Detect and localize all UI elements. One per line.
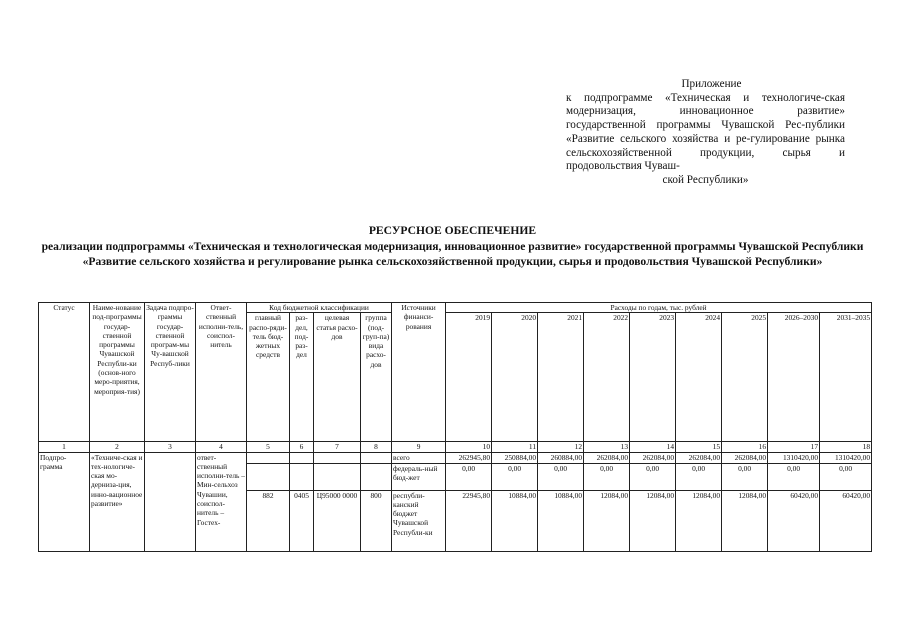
header-row-top [39, 303, 872, 313]
cell-code-group-empty [361, 463, 392, 490]
hdr-chief-admin: главный распо-ряди-тель бюд-жетных средств [247, 313, 290, 442]
col-number: 14 [630, 442, 676, 452]
hdr-status: Статус [39, 303, 90, 442]
cell-value: 250884,00 [492, 452, 538, 463]
cell-value: 60420,00 [768, 490, 820, 551]
col-number: 15 [676, 442, 722, 452]
col-number: 9 [392, 442, 446, 452]
cell-executor: ответ-ственный исполни-тель – Мин-сельхоз Чувашии, соиспол-нитель – Гостех- [196, 452, 247, 551]
hdr-year: 2023 [630, 313, 676, 442]
appendix-text: к подпрограмме «Техническая и технологиче-ская модернизация, инновационное развитие» государственной программы Чувашской Рес-публики «Развитие сельского хозяйства и ре-гулирование рынка сельскохозяйственной продукции, сырья и продовольствия Чуваш- [566, 91, 845, 173]
resource-table [38, 302, 872, 552]
hdr-expense-group: группа (под-груп-па) вида расхо-дов [361, 313, 392, 442]
cell-code-target-empty [314, 452, 361, 463]
hdr-section: раз-дел, под-раз-дел [290, 313, 314, 442]
cell-value: 262084,00 [584, 452, 630, 463]
cell-status: Подпро-грамма [39, 452, 90, 551]
cell-value: 0,00 [630, 463, 676, 490]
cell-value: 262945,80 [446, 452, 492, 463]
cell-value: 12084,00 [584, 490, 630, 551]
hdr-year: 2026–2030 [768, 313, 820, 442]
column-number-row [39, 442, 872, 452]
cell-value: 0,00 [538, 463, 584, 490]
cell-value: 0,00 [492, 463, 538, 490]
hdr-budget-code: Код бюджетной классификации [247, 303, 392, 313]
col-number: 6 [290, 442, 314, 452]
cell-code-target: Ц95000 0000 [314, 490, 361, 551]
col-number: 8 [361, 442, 392, 452]
col-number: 10 [446, 442, 492, 452]
hdr-year: 2019 [446, 313, 492, 442]
cell-name: «Техниче-ская и тех-нологиче-ская мо-дерниза-ция, инно-вационное развитие» [90, 452, 145, 551]
hdr-sources: Источники финанси-рования [392, 303, 446, 442]
cell-code-admin-empty [247, 463, 290, 490]
appendix-title: Приложение [681, 78, 742, 90]
col-number: 7 [314, 442, 361, 452]
cell-value: 1310420,00 [820, 452, 872, 463]
cell-value: 0,00 [446, 463, 492, 490]
cell-code-group: 800 [361, 490, 392, 551]
cell-value: 0,00 [676, 463, 722, 490]
hdr-year: 2031–2035 [820, 313, 872, 442]
cell-value: 262084,00 [630, 452, 676, 463]
cell-value: 1310420,00 [768, 452, 820, 463]
hdr-year: 2020 [492, 313, 538, 442]
cell-source: федераль-ный бюд-жет [392, 463, 446, 490]
cell-value: 262084,00 [722, 452, 768, 463]
title-line-1: РЕСУРСНОЕ ОБЕСПЕЧЕНИЕ [368, 224, 537, 237]
cell-code-section: 0405 [290, 490, 314, 551]
cell-code-admin: 882 [247, 490, 290, 551]
cell-value: 60420,00 [820, 490, 872, 551]
hdr-year: 2022 [584, 313, 630, 442]
col-number: 4 [196, 442, 247, 452]
col-number: 2 [90, 442, 145, 452]
hdr-target-item: целевая статья расхо-дов [314, 313, 361, 442]
col-number: 17 [768, 442, 820, 452]
cell-code-section-empty [290, 463, 314, 490]
col-number: 5 [247, 442, 290, 452]
cell-source: всего [392, 452, 446, 463]
cell-value: 0,00 [584, 463, 630, 490]
col-number: 3 [145, 442, 196, 452]
cell-value: 22945,80 [446, 490, 492, 551]
document-title [20, 223, 885, 270]
cell-value: 10884,00 [492, 490, 538, 551]
col-number: 12 [538, 442, 584, 452]
cell-value: 262084,00 [676, 452, 722, 463]
cell-value: 12084,00 [630, 490, 676, 551]
table-row-total [39, 452, 872, 463]
cell-task [145, 452, 196, 551]
cell-value: 0,00 [768, 463, 820, 490]
cell-value: 260884,00 [538, 452, 584, 463]
cell-value: 0,00 [722, 463, 768, 490]
cell-code-admin-empty [247, 452, 290, 463]
col-number: 1 [39, 442, 90, 452]
cell-value: 10884,00 [538, 490, 584, 551]
cell-value: 12084,00 [722, 490, 768, 551]
cell-code-section-empty [290, 452, 314, 463]
cell-value: 12084,00 [676, 490, 722, 551]
hdr-task: Задача подпро-граммы государ-ственной програм-мы Чу-вашской Респуб-лики [145, 303, 196, 442]
col-number: 16 [722, 442, 768, 452]
title-line-2: реализации подпрограммы «Техническая и технологическая модернизация, инновационное развитие» государственной программы Чувашской Республики «Развитие сельского хозяйства и регулирование рынка сельскохозяйственной продукции, сырья и продовольствия Чувашской Республики» [41, 239, 864, 268]
col-number: 11 [492, 442, 538, 452]
hdr-expenses: Расходы по годам, тыс. рублей [446, 303, 872, 313]
cell-code-group-empty [361, 452, 392, 463]
hdr-year: 2024 [676, 313, 722, 442]
appendix-text-end: ской Республики» [662, 173, 749, 186]
cell-value: 0,00 [820, 463, 872, 490]
hdr-name: Наиме-нование под-программы государ-ственной программы Чувашской Республи-ки (основ-ного меро-приятия, мероприя-тия) [90, 303, 145, 442]
hdr-year: 2021 [538, 313, 584, 442]
col-number: 13 [584, 442, 630, 452]
appendix-note [566, 78, 845, 188]
cell-code-target-empty [314, 463, 361, 490]
col-number: 18 [820, 442, 872, 452]
hdr-executor: Ответ-ственный исполни-тель, соиспол-нитель [196, 303, 247, 442]
cell-source: республи-канский бюджет Чувашской Республи-ки [392, 490, 446, 551]
hdr-year: 2025 [722, 313, 768, 442]
